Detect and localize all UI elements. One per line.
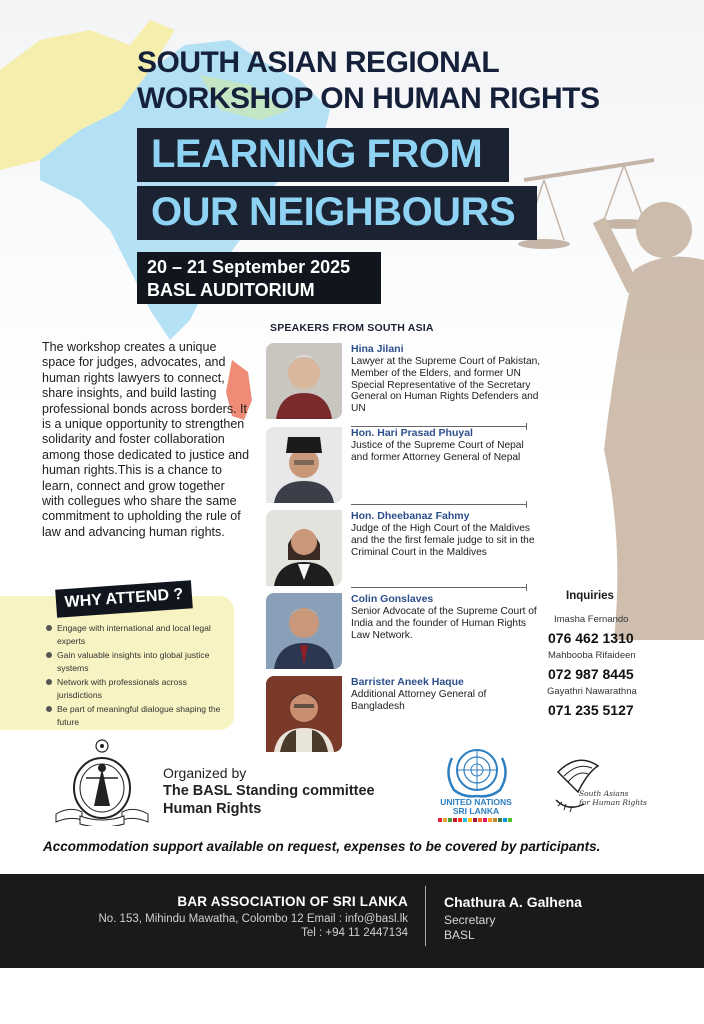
organizer-name-line1: The BASL Standing committee xyxy=(163,783,375,799)
speaker-description: Judge of the High Court of the Maldives and the the first female judge to sit in the Criminal Court in the Maldives xyxy=(351,523,535,558)
divider xyxy=(351,504,526,505)
event-date: 20 – 21 September 2025 xyxy=(147,257,351,277)
why-attend-title: WHY ATTEND ? xyxy=(55,580,193,617)
footer-contact-org: BASL xyxy=(444,928,475,942)
speaker-photo xyxy=(266,510,342,586)
footer-contact-block xyxy=(444,894,582,943)
speaker-description: Additional Attorney General of Bangladesh xyxy=(351,689,487,712)
speaker-name: Hon. Dheebanaz Fahmy xyxy=(351,510,470,522)
organizer-name xyxy=(163,783,375,818)
event-venue: BASL AUDITORIUM xyxy=(147,280,315,300)
why-attend-item: Be part of meaningful dialogue shaping the future xyxy=(46,703,231,729)
speaker-card xyxy=(266,593,566,669)
speaker-description: Lawyer at the Supreme Court of Pakistan, Member of the Elders, and former UN Special Representative of the Secretary General on Human Rights Defenders and UN xyxy=(351,356,541,415)
speaker-card xyxy=(266,427,566,503)
footer-contact-name: Chathura A. Galhena xyxy=(444,894,582,910)
organized-by-label: Organized by xyxy=(163,765,247,781)
inquiry-contact-name: Imasha Fernando xyxy=(554,614,629,625)
speaker-description: Senior Advocate of the Supreme Court of India and the founder of Human Rights Law Network. xyxy=(351,606,537,641)
un-label xyxy=(430,798,522,816)
intro-paragraph: The workshop creates a unique space for judges, advocates, and human rights lawyers to connect, share insights, and build lasting professional bonds across borders. It is a unique opportunity to strengthen solidarity and foster collaboration among those dedicated to justice and human rights.This is a chance to learn, connect and grow together with collegues who share the same commitment to upholding the rule of law and advancing human rights. xyxy=(42,340,250,539)
sdg-color-strip xyxy=(438,818,514,822)
speaker-name: Hina Jilani xyxy=(351,343,404,355)
inquiry-phone: 071 235 5127 xyxy=(548,702,634,718)
speaker-photo xyxy=(266,676,342,752)
footer-address-block xyxy=(98,894,408,940)
speaker-name: Colin Gonslaves xyxy=(351,593,434,605)
accommodation-note: Accommodation support available on request, expenses to be covered by participants. xyxy=(43,839,601,854)
footer-contact-role: Secretary xyxy=(444,913,496,927)
speaker-card xyxy=(266,343,566,419)
un-label-line1: UNITED NATIONS xyxy=(440,797,512,807)
inquiries-title: Inquiries xyxy=(566,590,614,602)
footer xyxy=(0,874,704,968)
hero-title-line-2: OUR NEIGHBOURS xyxy=(137,186,537,240)
speaker-name: Hon. Hari Prasad Phuyal xyxy=(351,427,473,439)
sahr-label-line1: South Asians xyxy=(579,789,629,798)
speaker-card xyxy=(266,676,566,752)
sahr-label-line2: for Human Rights xyxy=(579,797,647,807)
hero-title-line-1: LEARNING FROM xyxy=(137,128,509,182)
date-venue-box xyxy=(137,252,381,304)
why-attend-item: Network with professionals across jurisdictions xyxy=(46,676,231,702)
footer-address: No. 153, Mihindu Mawatha, Colombo 12 Email : info@basl.lk xyxy=(98,913,408,925)
inquiry-phone: 072 987 8445 xyxy=(548,666,634,682)
why-attend-list xyxy=(46,622,231,730)
divider xyxy=(351,587,526,588)
speaker-name: Barrister Aneek Haque xyxy=(351,676,464,688)
speaker-photo xyxy=(266,593,342,669)
speaker-card xyxy=(266,510,566,586)
speaker-photo xyxy=(266,343,342,419)
inquiry-contact-name: Gayathri Nawarathna xyxy=(547,686,637,697)
speaker-photo xyxy=(266,427,342,503)
title-line-1: SOUTH ASIAN REGIONAL xyxy=(137,46,500,79)
speaker-description: Justice of the Supreme Court of Nepal and former Attorney General of Nepal xyxy=(351,440,524,463)
title-line-2: WORKSHOP ON HUMAN RIGHTS xyxy=(137,82,600,115)
sahr-label xyxy=(579,790,647,807)
footer-divider xyxy=(425,886,426,946)
why-attend-item: Gain valuable insights into global justice systems xyxy=(46,649,231,675)
footer-org-name: BAR ASSOCIATION OF SRI LANKA xyxy=(177,894,408,909)
inquiry-contact-name: Mahbooba Rifaideen xyxy=(548,650,636,661)
why-attend-item: Engage with international and local legal experts xyxy=(46,622,231,648)
un-label-line2: SRI LANKA xyxy=(452,806,500,816)
inquiry-phone: 076 462 1310 xyxy=(548,630,634,646)
organizer-name-line2: Human Rights xyxy=(163,800,262,817)
basl-emblem-logo xyxy=(50,738,154,826)
footer-phone: Tel : +94 11 2447134 xyxy=(301,927,408,939)
sahr-logo xyxy=(548,752,648,822)
speakers-heading: SPEAKERS FROM SOUTH ASIA xyxy=(270,322,434,334)
